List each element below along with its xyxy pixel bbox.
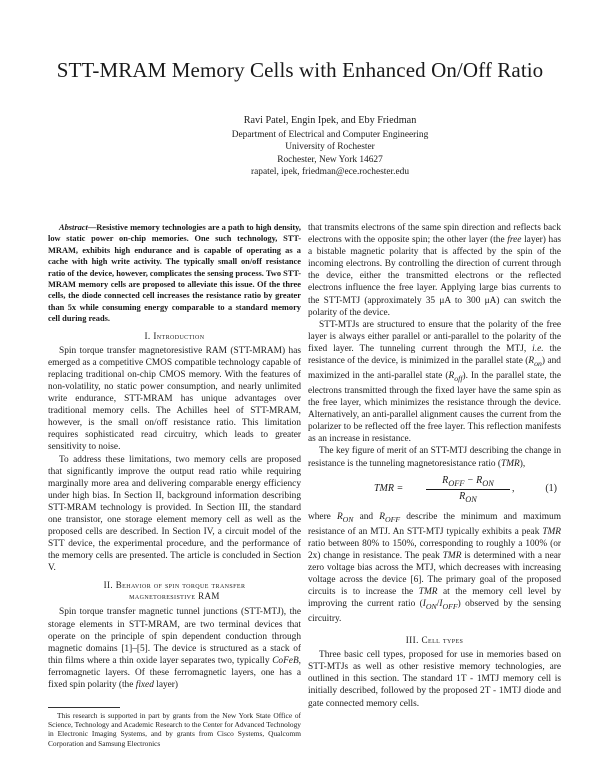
affiliation-email: rapatel, ipek, friedman@ece.rochester.edu <box>250 167 410 178</box>
author-block <box>140 115 520 179</box>
equation-tmr <box>308 475 561 505</box>
section-number: III. <box>405 635 419 646</box>
affiliation-city: Rochester, New York 14627 <box>277 154 383 165</box>
right-column <box>308 222 561 710</box>
equation-lhs: TMR = <box>374 482 404 494</box>
equation-denominator: $R_{ON}$ <box>459 490 477 504</box>
section-title-ram: RAM <box>198 591 220 602</box>
footnote-divider <box>48 707 120 708</box>
footnote: This research is supported in part by grants from the New York State Office of Science, Technology and Academic Research to the Center for Advanced Technology in Electronic Imaging Systems, and by grants from Cisco Systems, Qualcomm Corporation and Samsung Electronics <box>48 711 301 748</box>
author-names: Ravi Patel, Engin Ipek, and Eby Friedman <box>243 115 417 126</box>
equation-numerator: $R_{OFF} - R_{ON}$ <box>426 475 510 490</box>
background-paragraph-1-cont: that transmits electrons of the same spin direction and reflects back electrons with the opposite spin; the other layer (the free layer) has a bistable magnetic polarity that is affected by the spin of the incoming electrons. By controlling the direction of current through the device, either the transmitted electrons or the reflected electrons influence the free layer. Applying large bias currents to the STT-MTJ (approximately 35 μA to 300 μA) can switch the polarity of the device. <box>308 223 561 318</box>
cell-types-paragraph-1: Three basic cell types, proposed for use in memories based on STT-MTJs as well as other resistive memory technologies, are outlined in this section. The standard 1T - 1MTJ memory cell is initially described, followed by the proposed 2T - 1MTJ diode and gate connected memory cells. <box>308 650 561 709</box>
section-heading-introduction <box>48 331 301 341</box>
abstract-label: Abstract <box>59 223 88 232</box>
section-title: Cell types <box>421 635 464 646</box>
left-column <box>48 222 301 691</box>
section-heading-background <box>48 580 301 602</box>
section-number: II. <box>103 580 114 591</box>
equation-comma: , <box>512 482 515 494</box>
background-paragraph-4: where $R_{ON}$ and $R_{OFF}$ describe the minimum and maximum resistance of an MTJ. An STT-MTJ typically exhibits a peak TMR ratio between 80% to 150%, corresponding to roughly a 100% (or 2x) change in resistance. The peak TMR is determined with a near zero voltage bias across the MTJ, which decreases with increasing voltage across the device [6]. The primary goal of the proposed circuits is to increase the TMR at the memory cell level by improving the current ratio $(I_{ON}/I_{OFF})$ observed by the sensing circuitry. <box>308 511 561 625</box>
abstract <box>48 222 301 325</box>
section-heading-cell-types <box>308 635 561 645</box>
background-paragraph-2: STT-MTJs are structured to ensure that the polarity of the free layer is always either parallel or anti-parallel to the polarity of the fixed layer. The tunneling current through the MTJ, i.e. the resistance of the device, is minimized in the parallel state $(R_{on})$ and maximized in the anti-parallel state $(R_{off})$. In the parallel state, the electrons transmitted through the fixed layer have the same spin as the free layer, which minimizes the resistance through the device. Alternatively, an anti-parallel alignment causes the current from the polarizer to be reflected off the free layer. This reflection manifests as an increase in resistance. <box>308 319 561 445</box>
section-title-line2: magnetoresistive <box>129 591 196 602</box>
section-title-line1: Behavior of spin torque transfer <box>115 580 246 591</box>
intro-paragraph-2: To address these limitations, two memory cells are proposed that significantly improve the output read ratio while requiring marginally more area and delivering comparable energy efficiency under high bias. In Section II, background information describing STT-MRAM technology is provided. In Section III, the standard one transistor, one storage element memory cell as well as the proposed cells are described. In Section IV, a circuit model of the STT device, the experimental procedure, and the performance of the memory cells are presented. The article is concluded in Section V. <box>48 454 301 574</box>
background-paragraph-3: The key figure of merit of an STT-MTJ describing the change in resistance is the tunneling magnetoresistance ratio (TMR), <box>308 446 561 469</box>
intro-paragraph-1: Spin torque transfer magnetoresistive RAM (STT-MRAM) has emerged as a competitive CMOS compatible technology capable of replacing traditional on-chip CMOS memory. With the features of non-volatility, no static power consumption, and nearly unlimited write endurance, STT-MRAM has unique advantages over traditional memory cells. The Achilles heel of STT-MRAM, however, is the small on/off resistance ratio. This limitation requires sophisticated read circuitry, which leads to greater sensitivity to noise. <box>48 345 301 453</box>
paper-title: STT-MRAM Memory Cells with Enhanced On/Off Ratio <box>56 58 544 82</box>
abstract-text: —Resistive memory technologies are a path to high density, low static power on-chip memories. One such technology, STT-MRAM, exhibits high endurance and is capable of operating as a cache with high write activity. The typically small on/off resistance ratio of the device, however, complicates the sensing process. Two STT-MRAM memory cells are proposed to alleviate this issue. Of the three cells, the diode connected cell increases the resistance ratio by greater than 5x while consuming energy comparable to a standard memory cell during reads. <box>48 223 301 324</box>
affiliation-department: Department of Electrical and Computer Engineering <box>231 129 429 140</box>
equation-number: (1) <box>545 482 557 494</box>
section-title: Introduction <box>153 330 205 341</box>
affiliation-university: University of Rochester <box>285 142 375 153</box>
equation-fraction <box>426 475 510 504</box>
section-number: I. <box>144 330 151 341</box>
background-paragraph-1: Spin torque transfer magnetic tunnel junctions (STT-MTJ), the storage elements in STT-MRAM, are two terminal devices that operate on the principle of spin dependent conduction through magnetic domains [1]–[5]. The device is structured as a stack of thin films where a thin oxide layer separates two, typically CoFeB, ferromagnetic layers. Of these ferromagnetic layers, one has a fixed spin polarity (the fixed layer) <box>48 607 301 690</box>
